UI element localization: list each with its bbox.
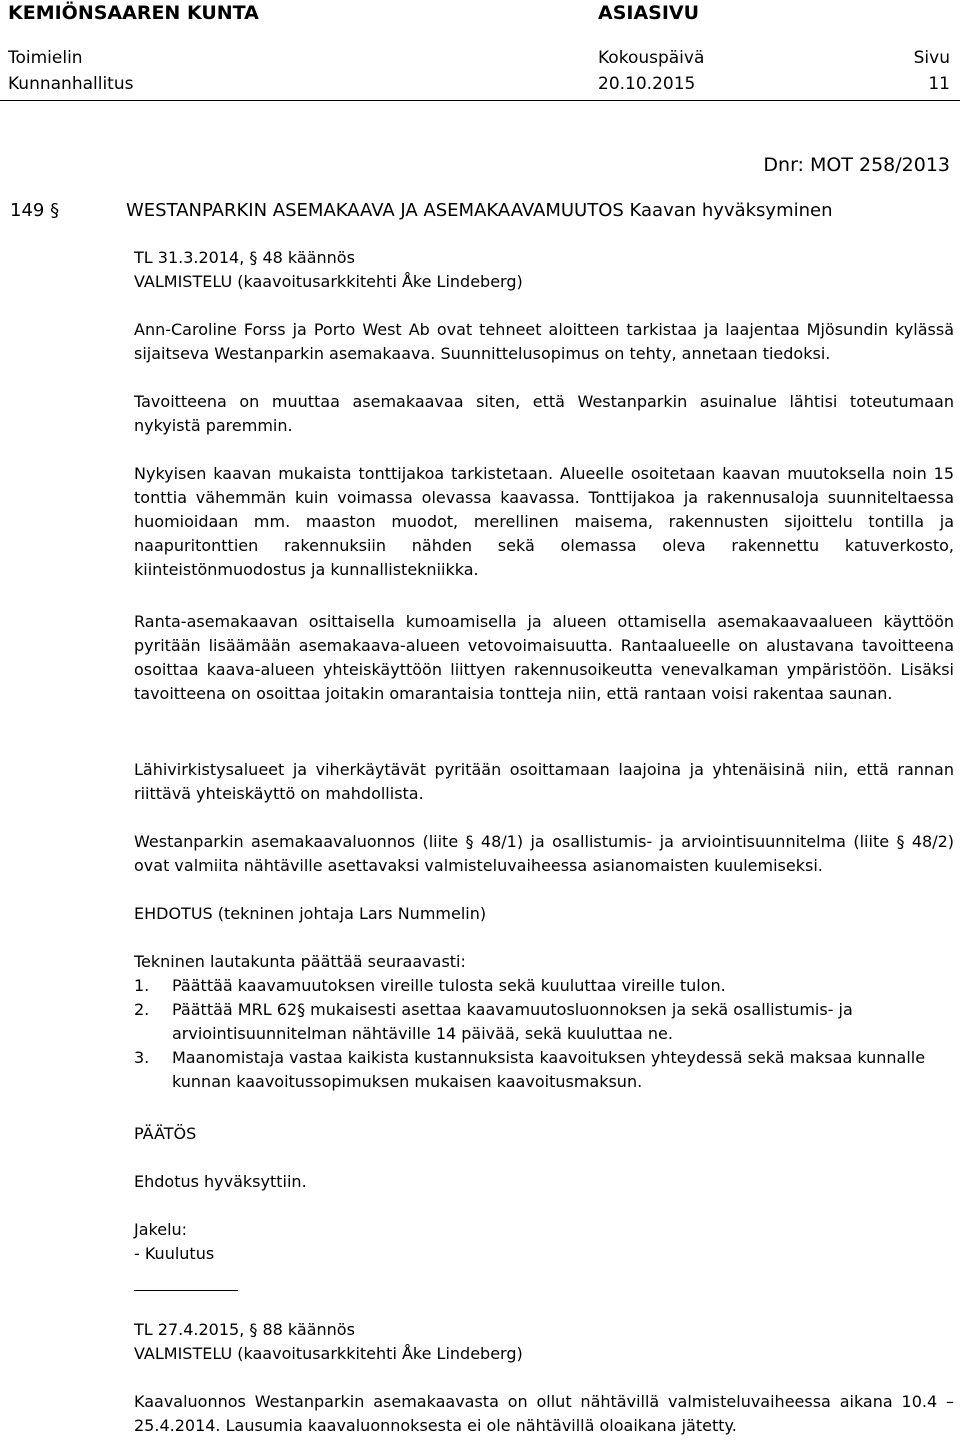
header-col3-value: 11 — [928, 74, 950, 94]
header-col3-label: Sivu — [913, 48, 950, 68]
separator-line — [134, 1290, 238, 1291]
header-col1-value: Kunnanhallitus — [8, 74, 134, 94]
block1-paragraph-6: Westanparkin asemakaavaluonnos (liite § 48/1) ja osallistumis- ja arviointisuunnitelma (liite § 48/2) ovat valmiita nähtäville asettavaksi valmisteluvaiheessa asianomaisten kuulemiseksi. — [134, 832, 954, 875]
record-number: Dnr: MOT 258/2013 — [763, 154, 950, 176]
block2-meeting: TL 27.4.2015, § 88 käännös — [134, 1320, 355, 1339]
block2-paragraph-1: Kaavaluonnos Westanparkin asemakaavasta on ollut nähtävillä valmisteluvaiheessa aikana 10.4 – 25.4.2014. Lausumia kaavaluonnoksesta ei ole nähtävillä oloaikana jätetty. — [134, 1392, 954, 1435]
list-item: 2. Päättää MRL 62§ mukaisesti asettaa kaavamuutosluonnoksen ja sekä osallistumis- ja arviointisuunnitelman nähtäville 14 päivää, sekä kuuluttaa ne. — [134, 1000, 853, 1043]
list-item: 3. Maanomistaja vastaa kaikista kustannuksista kaavoituksen yhteydessä sekä maksaa kunnalle kunnan kaavoitussopimuksen mukaisen kaavoitusmaksun. — [134, 1048, 926, 1091]
header-col1-label: Toimielin — [8, 48, 83, 68]
decision-text: Ehdotus hyväksyttiin. — [134, 1172, 307, 1191]
block1-meeting: TL 31.3.2014, § 48 käännös — [134, 248, 355, 267]
page-header — [0, 0, 960, 101]
list-item: 1. Päättää kaavamuutoksen vireille tulosta sekä kuuluttaa vireille tulon. — [134, 976, 726, 995]
block1-paragraph-2: Tavoitteena on muuttaa asemakaavaa siten, että Westanparkin asuinalue lähtisi toteutumaan nykyistä paremmin. — [134, 392, 954, 435]
proposal-section — [134, 950, 954, 1094]
item-title-row — [10, 200, 833, 221]
header-col2-value: 20.10.2015 — [598, 74, 696, 94]
distribution-label: Jakelu: — [134, 1220, 188, 1239]
header-col2-label: Kokouspäivä — [598, 48, 705, 68]
item-number: 149 § — [10, 200, 60, 221]
doc-type: ASIASIVU — [598, 2, 700, 24]
block1-paragraph-5: Lähivirkistysalueet ja viherkäytävät pyritään osoittamaan laajoina ja yhtenäisinä niin, että rannan riittävä yhteiskäyttö on mahdollista. — [134, 760, 954, 803]
block2-preparer: VALMISTELU (kaavoitusarkkitehti Åke Lindeberg) — [134, 1344, 523, 1363]
item-title: WESTANPARKIN ASEMAKAAVA JA ASEMAKAAVAMUUTOS Kaavan hyväksyminen — [126, 200, 833, 221]
block1-meeting-ref — [134, 246, 954, 294]
org-name: KEMIÖNSAAREN KUNTA — [8, 2, 259, 24]
block1-paragraph-1: Ann-Caroline Forss ja Porto West Ab ovat tehneet aloitteen tarkistaa ja laajentaa Mjösundin kylässä sijaitseva Westanparkin asemakaava. Suunnittelusopimus on tehty, annetaan tiedoksi. — [134, 320, 954, 363]
block1-paragraph-3: Nykyisen kaavan mukaista tonttijakoa tarkistetaan. Alueelle osoitetaan kaavan muutoksella noin 15 tonttia vähemmän kuin voimassa olevassa kaavassa. Tonttijakoa ja rakennusaloja suunniteltaessa huomioidaan mm. maaston muodot, merellinen maisema, rakennusten sijoittelu tontilla ja naapuritonttien rakennuksiin nähden sekä olemassa oleva rakennettu katuverkosto, kiinteistönmuodostus ja kunnallistekniikka. — [134, 464, 954, 579]
block1-paragraph-4: Ranta-asemakaavan osittaisella kumoamisella ja alueen ottamisella asemakaavaalueen käyttöön pyritään lisäämään asemakaava-alueen vetovoimaisuutta. Rantaalueelle on alustavana tavoitteena osoittaa kaava-alueen yhteiskäyttöön liittyen rakennusoikeutta venevalkaman ympäristöön. Lisäksi tavoitteena on osoittaa joitakin omarantaisia tontteja niin, että rantaan voisi rakentaa saunan. — [134, 612, 954, 703]
proposal-heading: EHDOTUS (tekninen johtaja Lars Nummelin) — [134, 904, 487, 923]
block1-preparer: VALMISTELU (kaavoitusarkkitehti Åke Lindeberg) — [134, 272, 523, 291]
proposal-list — [134, 974, 954, 1094]
decision-heading: PÄÄTÖS — [134, 1124, 197, 1143]
block2-meeting-ref — [134, 1318, 954, 1366]
distribution — [134, 1218, 954, 1266]
proposal-intro: Tekninen lautakunta päättää seuraavasti: — [134, 952, 466, 971]
distribution-item: - Kuulutus — [134, 1244, 215, 1263]
